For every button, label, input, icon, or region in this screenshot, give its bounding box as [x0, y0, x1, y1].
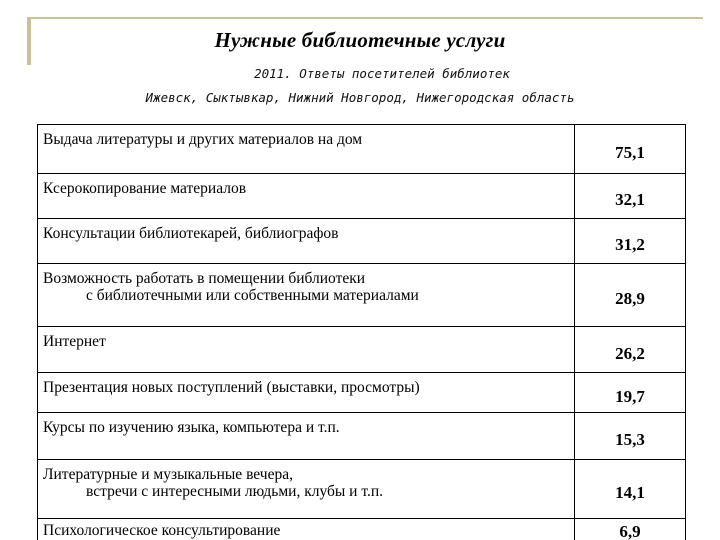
- service-label: [38, 413, 575, 460]
- page-title: Нужные библиотечные услуги: [214, 28, 506, 52]
- table-row: [38, 174, 686, 219]
- service-value: 75,1: [575, 125, 686, 174]
- service-label-text: Ксерокопирование материалов: [43, 180, 247, 197]
- subtitle-cities: Ижевск, Сыктывкар, Нижний Новгород, Нижегородская область: [145, 90, 575, 105]
- decorative-top-line: [27, 17, 703, 19]
- service-value: 31,2: [575, 219, 686, 264]
- service-label: [38, 174, 575, 219]
- service-label-text: Возможность работать в помещении библиотеки: [43, 270, 366, 287]
- service-value: 28,9: [575, 264, 686, 327]
- table-row: [38, 373, 686, 413]
- service-label-text: Выдача литературы и других материалов на дом: [43, 131, 363, 148]
- service-value: 32,1: [575, 174, 686, 219]
- service-label-text: Психологическое консультирование: [43, 522, 281, 539]
- service-value: 14,1: [575, 460, 686, 519]
- table-row: [38, 519, 686, 540]
- service-label: [38, 373, 575, 413]
- service-label: [38, 219, 575, 264]
- service-label-continuation: встречи с интересными людьми, клубы и т.п.: [86, 483, 384, 500]
- service-value: 15,3: [575, 413, 686, 460]
- service-value: 6,9: [575, 519, 686, 540]
- service-label: [38, 327, 575, 373]
- table-row: [38, 460, 686, 519]
- service-label: [38, 460, 575, 519]
- service-label: [38, 519, 575, 540]
- table-row: [38, 413, 686, 460]
- service-label-continuation: с библиотечными или собственными материалами: [86, 287, 419, 304]
- service-label-text: Презентация новых поступлений (выставки, просмотры): [43, 379, 420, 396]
- service-value: 19,7: [575, 373, 686, 413]
- service-value: 26,2: [575, 327, 686, 373]
- service-label-text: Консультации библиотекарей, библиографов: [43, 225, 339, 242]
- subtitle-year: 2011. Ответы посетителей библиотек: [254, 66, 510, 81]
- table-row: [38, 264, 686, 327]
- table-row: [38, 219, 686, 264]
- service-label-text: Литературные и музыкальные вечера,: [43, 466, 293, 483]
- table-row: [38, 327, 686, 373]
- service-label-text: Интернет: [43, 333, 106, 350]
- service-label: [38, 125, 575, 174]
- services-table: [37, 124, 686, 540]
- table-row: [38, 125, 686, 174]
- service-label: [38, 264, 575, 327]
- service-label-text: Курсы по изучению языка, компьютера и т.п.: [43, 419, 340, 436]
